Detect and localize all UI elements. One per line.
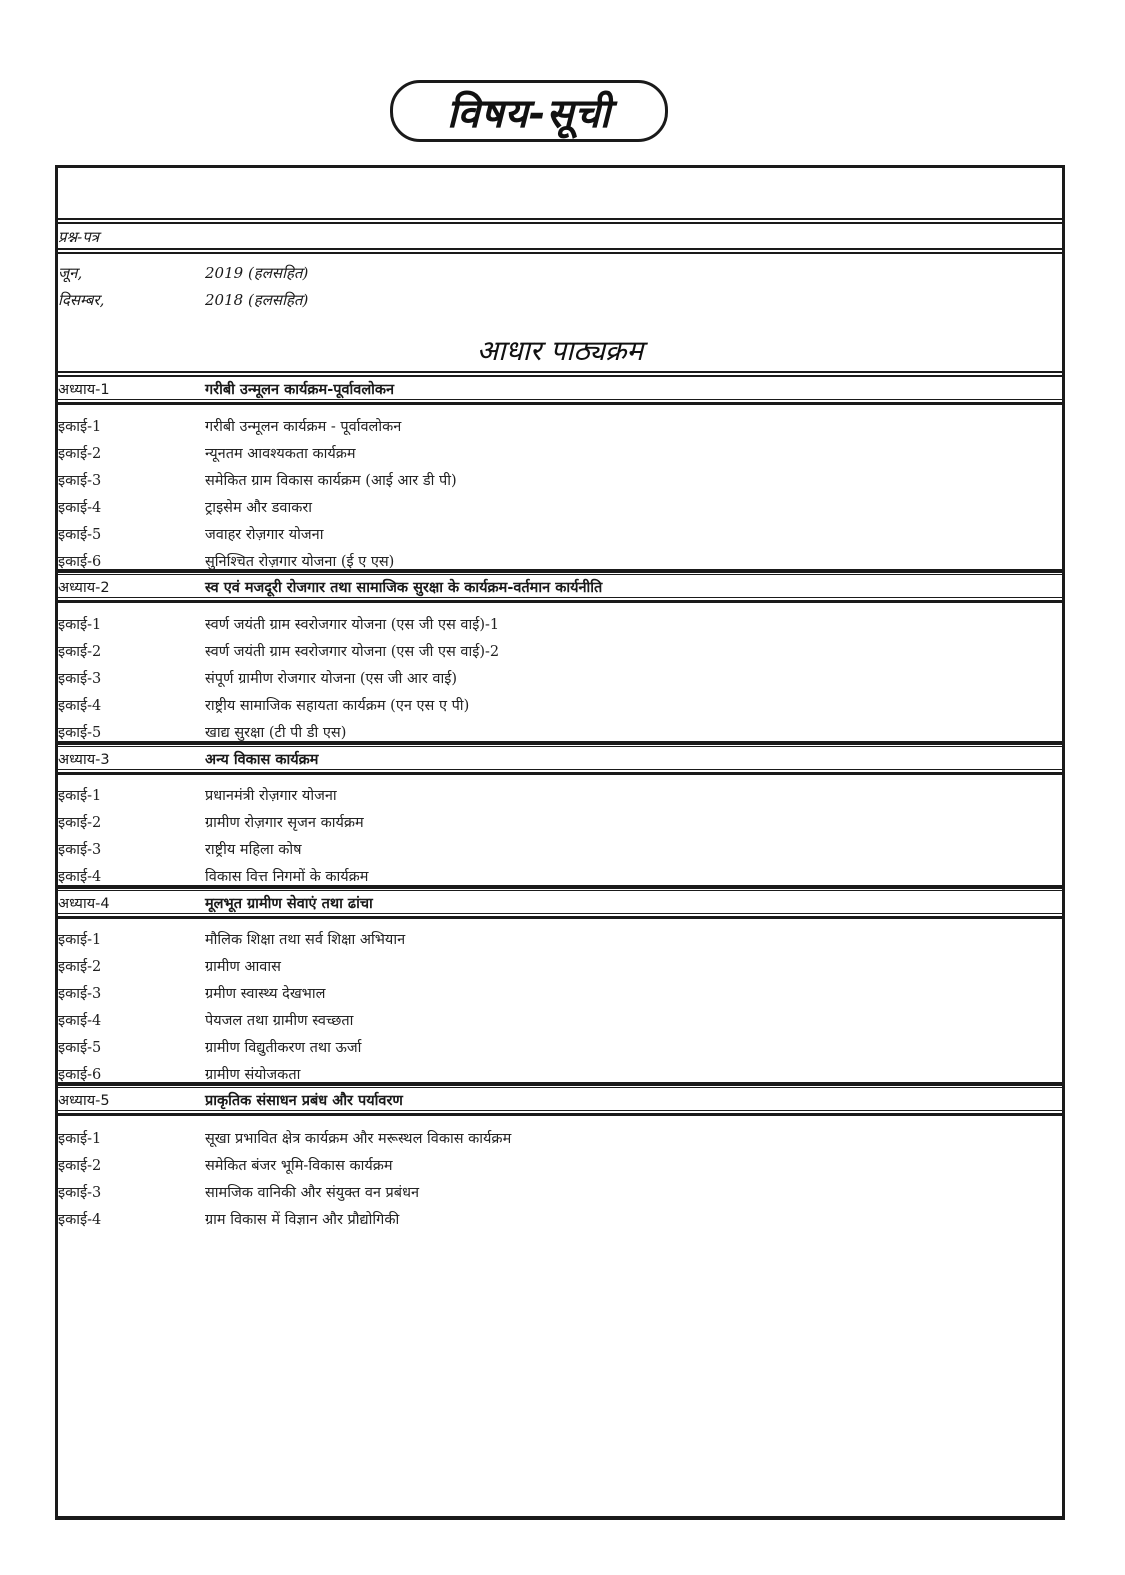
- chapter-label: अध्याय-4: [58, 896, 110, 912]
- chapter-title: प्राकृतिक संसाधन प्रबंध और पर्यावरण: [205, 1093, 403, 1109]
- unit-title: राष्ट्रीय महिला कोष: [205, 842, 302, 858]
- divider: [58, 913, 1062, 919]
- unit-label: इकाई-5: [58, 725, 102, 741]
- unit-row[interactable]: [58, 783, 1062, 807]
- page-title: विषय-सूची: [446, 90, 612, 137]
- unit-title: सूखा प्रभावित क्षेत्र कार्यक्रम और मरूस्थल विकास कार्यक्रम: [205, 1131, 512, 1147]
- unit-row[interactable]: [58, 441, 1062, 465]
- question-paper-header: [58, 225, 1062, 249]
- unit-label: इकाई-4: [58, 698, 102, 714]
- unit-label: इकाई-1: [58, 617, 102, 633]
- unit-title: मौलिक शिक्षा तथा सर्व शिक्षा अभियान: [205, 932, 406, 948]
- chapter-label: अध्याय-5: [58, 1093, 110, 1109]
- unit-title: स्वर्ण जयंती ग्राम स्वरोजगार योजना (एस जी एस वाई)-1: [205, 617, 500, 633]
- unit-label: इकाई-2: [58, 959, 102, 975]
- chapter-title: अन्य विकास कार्यक्रम: [205, 752, 319, 768]
- divider: [58, 248, 1062, 254]
- unit-title: समेकित ग्राम विकास कार्यक्रम (आई आर डी पी): [205, 473, 457, 489]
- unit-row[interactable]: [58, 1008, 1062, 1032]
- unit-title: पेयजल तथा ग्रामीण स्वच्छता: [205, 1013, 354, 1029]
- chapter-title: स्व एवं मजदूरी रोजगार तथा सामाजिक सुरक्षा के कार्यक्रम-वर्तमान कार्यनीति: [205, 580, 603, 596]
- divider: [58, 218, 1062, 224]
- page-title-box: [390, 80, 668, 142]
- unit-title: राष्ट्रीय सामाजिक सहायता कार्यक्रम (एन एस ए पी): [205, 698, 470, 714]
- question-paper-item[interactable]: [58, 288, 1062, 312]
- unit-title: सामजिक वानिकी और संयुक्त वन प्रबंधन: [205, 1185, 420, 1201]
- unit-label: इकाई-3: [58, 473, 102, 489]
- chapter-row[interactable]: [58, 747, 1062, 771]
- unit-label: इकाई-4: [58, 869, 102, 885]
- unit-row[interactable]: [58, 981, 1062, 1005]
- unit-row[interactable]: [58, 693, 1062, 717]
- unit-label: इकाई-4: [58, 1013, 102, 1029]
- paper-year: 2019 (हलसहित): [205, 264, 309, 282]
- divider: [58, 399, 1062, 405]
- unit-title: विकास वित्त निगमों के कार्यक्रम: [205, 869, 369, 885]
- unit-row[interactable]: [58, 954, 1062, 978]
- unit-label: इकाई-3: [58, 671, 102, 687]
- paper-year: 2018 (हलसहित): [205, 291, 309, 309]
- unit-label: इकाई-5: [58, 527, 102, 543]
- chapter-title: गरीबी उन्मूलन कार्यक्रम-पूर्वावलोकन: [205, 382, 395, 398]
- contents-frame: [55, 165, 1065, 1520]
- unit-label: इकाई-3: [58, 986, 102, 1002]
- paper-month: दिसम्बर,: [58, 291, 105, 309]
- unit-title: ग्रामीण विद्युतीकरण तथा ऊर्जा: [205, 1040, 362, 1056]
- unit-label: इकाई-2: [58, 446, 102, 462]
- unit-label: इकाई-5: [58, 1040, 102, 1056]
- chapter-row[interactable]: [58, 1088, 1062, 1112]
- unit-row[interactable]: [58, 810, 1062, 834]
- unit-row[interactable]: [58, 666, 1062, 690]
- unit-label: इकाई-4: [58, 1212, 102, 1228]
- unit-row[interactable]: [58, 612, 1062, 636]
- unit-title: गरीबी उन्मूलन कार्यक्रम - पूर्वावलोकन: [205, 419, 402, 435]
- divider: [58, 769, 1062, 775]
- chapter-row[interactable]: [58, 377, 1062, 401]
- divider: [58, 597, 1062, 603]
- unit-label: इकाई-2: [58, 815, 102, 831]
- unit-row[interactable]: [58, 495, 1062, 519]
- unit-title: जवाहर रोज़गार योजना: [205, 527, 324, 543]
- unit-title: स्वर्ण जयंती ग्राम स्वरोजगार योजना (एस जी एस वाई)-2: [205, 644, 500, 660]
- unit-label: इकाई-1: [58, 419, 102, 435]
- unit-row[interactable]: [58, 468, 1062, 492]
- chapter-label: अध्याय-2: [58, 580, 110, 596]
- unit-title: ग्राम विकास में विज्ञान और प्रौद्योगिकी: [205, 1212, 400, 1228]
- unit-title: सुनिश्चित रोज़गार योजना (ई ए एस): [205, 554, 395, 570]
- unit-title: न्यूनतम आवश्यकता कार्यक्रम: [205, 446, 356, 462]
- unit-title: ग्रमीण स्वास्थ्य देखभाल: [205, 986, 326, 1002]
- chapter-row[interactable]: [58, 891, 1062, 915]
- chapter-label: अध्याय-3: [58, 752, 110, 768]
- unit-title: प्रधानमंत्री रोज़गार योजना: [205, 788, 337, 804]
- chapter-label: अध्याय-1: [58, 382, 110, 398]
- unit-label: इकाई-4: [58, 500, 102, 516]
- unit-row[interactable]: [58, 837, 1062, 861]
- unit-row[interactable]: [58, 1035, 1062, 1059]
- unit-title: संपूर्ण ग्रामीण रोजगार योजना (एस जी आर वाई): [205, 671, 457, 687]
- unit-title: समेकित बंजर भूमि-विकास कार्यक्रम: [205, 1158, 393, 1174]
- unit-title: खाद्य सुरक्षा (टी पी डी एस): [205, 725, 347, 741]
- unit-label: इकाई-3: [58, 1185, 102, 1201]
- unit-label: इकाई-2: [58, 644, 102, 660]
- unit-label: इकाई-3: [58, 842, 102, 858]
- unit-row[interactable]: [58, 1207, 1062, 1231]
- unit-title: ग्रामीण संयोजकता: [205, 1067, 301, 1083]
- question-paper-item[interactable]: [58, 261, 1062, 285]
- unit-label: इकाई-6: [58, 1067, 102, 1083]
- unit-label: इकाई-1: [58, 788, 102, 804]
- chapter-title: मूलभूत ग्रामीण सेवाएं तथा ढांचा: [205, 896, 373, 912]
- unit-row[interactable]: [58, 927, 1062, 951]
- unit-row[interactable]: [58, 639, 1062, 663]
- paper-month: जून,: [58, 264, 83, 282]
- unit-label: इकाई-1: [58, 1131, 102, 1147]
- unit-title: ग्रामीण रोज़गार सृजन कार्यक्रम: [205, 815, 364, 831]
- unit-row[interactable]: [58, 1126, 1062, 1150]
- unit-title: ग्रामीण आवास: [205, 959, 281, 975]
- unit-row[interactable]: [58, 414, 1062, 438]
- unit-row[interactable]: [58, 522, 1062, 546]
- divider: [58, 1110, 1062, 1116]
- unit-title: ट्राइसेम और डवाकरा: [205, 500, 313, 516]
- unit-label: इकाई-1: [58, 932, 102, 948]
- unit-row[interactable]: [58, 1180, 1062, 1204]
- chapter-row[interactable]: [58, 575, 1062, 599]
- section-heading: आधार पाठ्यक्रम: [476, 334, 644, 367]
- unit-row[interactable]: [58, 1153, 1062, 1177]
- question-paper-label: प्रश्न-पत्र: [58, 228, 100, 246]
- unit-label: इकाई-6: [58, 554, 102, 570]
- unit-label: इकाई-2: [58, 1158, 102, 1174]
